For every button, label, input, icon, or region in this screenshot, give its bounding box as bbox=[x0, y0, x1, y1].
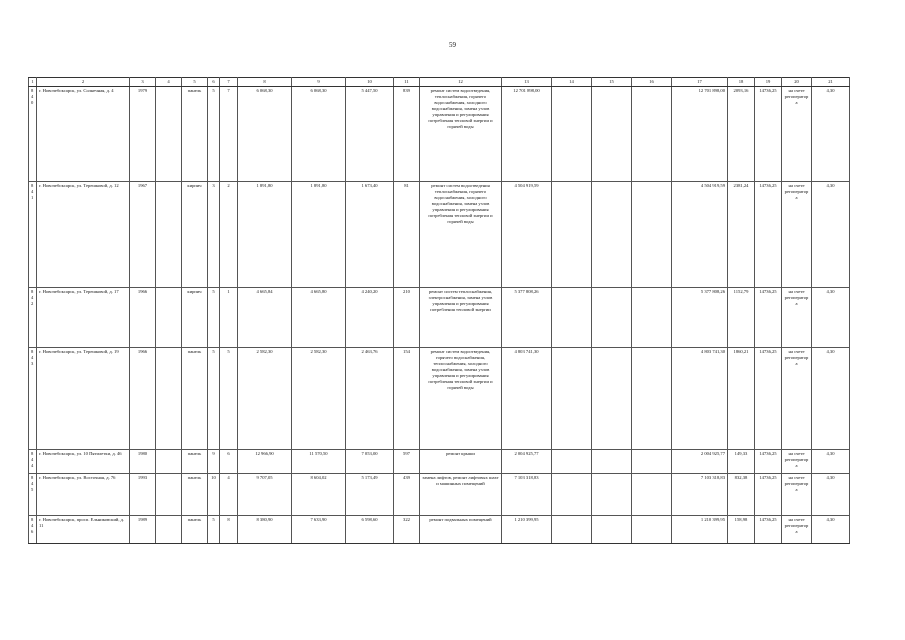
empty-cell bbox=[592, 348, 632, 450]
residential-area-cell: 5 173,49 bbox=[346, 474, 394, 516]
row-number: 846 bbox=[29, 516, 37, 544]
column-number-cell: 1 bbox=[29, 78, 37, 87]
empty-cell bbox=[592, 474, 632, 516]
empty-cell bbox=[156, 87, 182, 182]
owners-funds-cell: 5 377 808,26 bbox=[672, 288, 728, 348]
residents-cell: 597 bbox=[394, 450, 420, 474]
unit-cost-cell: 2093,16 bbox=[728, 87, 755, 182]
empty-cell bbox=[632, 516, 672, 544]
row-number: 841 bbox=[29, 182, 37, 288]
floors-cell: 3 bbox=[208, 182, 220, 288]
premises-area-cell: 8 604,02 bbox=[292, 474, 346, 516]
total-cost-cell: 5 377 808,26 bbox=[502, 288, 552, 348]
year-cell: 1966 bbox=[130, 288, 156, 348]
row-number: 842 bbox=[29, 288, 37, 348]
column-number-cell: 11 bbox=[394, 78, 420, 87]
table-row bbox=[29, 450, 850, 474]
empty-cell bbox=[632, 182, 672, 288]
fund-method-cell: на счете регоператора bbox=[782, 87, 812, 182]
entrances-cell: 1 bbox=[220, 288, 238, 348]
column-number-cell: 9 bbox=[292, 78, 346, 87]
floors-cell: 5 bbox=[208, 288, 220, 348]
wall-material-cell: кирпич bbox=[182, 288, 208, 348]
residential-area-cell: 4 240,20 bbox=[346, 288, 394, 348]
residents-cell: 81 bbox=[394, 182, 420, 288]
wall-material-cell: панель bbox=[182, 450, 208, 474]
limit-cost-cell: 14736,25 bbox=[755, 288, 782, 348]
deadline-cell: 4,30 bbox=[812, 450, 850, 474]
residents-cell: 839 bbox=[394, 87, 420, 182]
address-cell: г. Новочебоксарск, ул. Солнечная, д. 4 bbox=[37, 87, 130, 182]
floors-cell: 5 bbox=[208, 348, 220, 450]
premises-area-cell: 6 068,30 bbox=[292, 87, 346, 182]
page-number: 59 bbox=[449, 41, 456, 49]
empty-cell bbox=[552, 87, 592, 182]
empty-cell bbox=[632, 450, 672, 474]
column-number-cell: 20 bbox=[782, 78, 812, 87]
total-cost-cell: 4 803 741,30 bbox=[502, 348, 552, 450]
column-number-cell: 8 bbox=[238, 78, 292, 87]
unit-cost-cell: 158,98 bbox=[728, 516, 755, 544]
total-cost-cell: 12 701 898,00 bbox=[502, 87, 552, 182]
row-number: 840 bbox=[29, 87, 37, 182]
works-description-cell: ремонт подвальных помещений bbox=[420, 516, 502, 544]
entrances-cell: 5 bbox=[220, 348, 238, 450]
deadline-cell: 4,30 bbox=[812, 288, 850, 348]
column-number-cell: 5 bbox=[182, 78, 208, 87]
residents-cell: 439 bbox=[394, 474, 420, 516]
unit-cost-cell: 832,38 bbox=[728, 474, 755, 516]
empty-cell bbox=[156, 182, 182, 288]
wall-material-cell: панель bbox=[182, 516, 208, 544]
column-number-cell: 16 bbox=[632, 78, 672, 87]
address-cell: г. Новочебоксарск, ул. Терешковой, д. 12 bbox=[37, 182, 130, 288]
empty-cell bbox=[552, 348, 592, 450]
empty-cell bbox=[156, 516, 182, 544]
address-cell: г. Новочебоксарск, ул. Терешковой, д. 19 bbox=[37, 348, 130, 450]
deadline-cell: 4,30 bbox=[812, 516, 850, 544]
entrances-cell: 7 bbox=[220, 87, 238, 182]
floors-cell: 9 bbox=[208, 450, 220, 474]
year-cell: 1966 bbox=[130, 348, 156, 450]
works-description-cell: ремонт крыши bbox=[420, 450, 502, 474]
residential-area-cell: 5 447,50 bbox=[346, 87, 394, 182]
column-number-cell: 13 bbox=[502, 78, 552, 87]
total-area-cell: 9 707,05 bbox=[238, 474, 292, 516]
empty-cell bbox=[632, 474, 672, 516]
row-number: 845 bbox=[29, 474, 37, 516]
wall-material-cell: кирпич bbox=[182, 182, 208, 288]
works-description-cell: ремонт систем водоотведения, теплоснабжения, горячего водоснабжения, холодного водоснабжения, замена узлов управления и регулирования потребления тепловой энергии и горячей воды bbox=[420, 87, 502, 182]
empty-cell bbox=[632, 87, 672, 182]
works-description-cell: ремонт систем водоотведения, горячего водоснабжения, теплоснабжения, холодного водоснабжения, замена узлов управления и регулирования потребления тепловой энергии и горячей воды bbox=[420, 348, 502, 450]
empty-cell bbox=[592, 516, 632, 544]
column-number-cell: 15 bbox=[592, 78, 632, 87]
limit-cost-cell: 14736,25 bbox=[755, 87, 782, 182]
total-area-cell: 6 068,30 bbox=[238, 87, 292, 182]
empty-cell bbox=[592, 450, 632, 474]
table-row bbox=[29, 474, 850, 516]
empty-cell bbox=[552, 516, 592, 544]
unit-cost-cell: 149,33 bbox=[728, 450, 755, 474]
empty-cell bbox=[552, 450, 592, 474]
table-row bbox=[29, 516, 850, 544]
empty-cell bbox=[552, 474, 592, 516]
wall-material-cell: панель bbox=[182, 474, 208, 516]
empty-cell bbox=[632, 288, 672, 348]
deadline-cell: 4,30 bbox=[812, 348, 850, 450]
wall-material-cell: панель bbox=[182, 348, 208, 450]
premises-area-cell: 7 633,90 bbox=[292, 516, 346, 544]
fund-method-cell: на счете регоператора bbox=[782, 474, 812, 516]
fund-method-cell: на счете регоператора bbox=[782, 450, 812, 474]
row-number: 844 bbox=[29, 450, 37, 474]
column-number-cell: 4 bbox=[156, 78, 182, 87]
column-number-cell: 12 bbox=[420, 78, 502, 87]
table-row bbox=[29, 87, 850, 182]
repair-register-table bbox=[28, 77, 850, 544]
empty-cell bbox=[632, 348, 672, 450]
residential-area-cell: 7 053,00 bbox=[346, 450, 394, 474]
column-number-cell: 3 bbox=[130, 78, 156, 87]
deadline-cell: 4,30 bbox=[812, 87, 850, 182]
fund-method-cell: на счете регоператора bbox=[782, 182, 812, 288]
total-area-cell: 4 665,84 bbox=[238, 288, 292, 348]
residents-cell: 210 bbox=[394, 288, 420, 348]
fund-method-cell: на счете регоператора bbox=[782, 348, 812, 450]
address-cell: г. Новочебоксарск, просп. Ельниковский, д. 11 bbox=[37, 516, 130, 544]
empty-cell bbox=[552, 288, 592, 348]
total-area-cell: 12 966,90 bbox=[238, 450, 292, 474]
deadline-cell: 4,30 bbox=[812, 474, 850, 516]
entrances-cell: 8 bbox=[220, 516, 238, 544]
total-cost-cell: 4 504 919,59 bbox=[502, 182, 552, 288]
row-number: 843 bbox=[29, 348, 37, 450]
empty-cell bbox=[592, 87, 632, 182]
premises-area-cell: 4 665,80 bbox=[292, 288, 346, 348]
residents-cell: 322 bbox=[394, 516, 420, 544]
owners-funds-cell: 4 504 919,59 bbox=[672, 182, 728, 288]
table-row bbox=[29, 182, 850, 288]
premises-area-cell: 11 570,50 bbox=[292, 450, 346, 474]
floors-cell: 5 bbox=[208, 87, 220, 182]
year-cell: 1967 bbox=[130, 182, 156, 288]
entrances-cell: 4 bbox=[220, 474, 238, 516]
total-area-cell: 2 582,30 bbox=[238, 348, 292, 450]
total-cost-cell: 2 004 925,77 bbox=[502, 450, 552, 474]
column-number-cell: 17 bbox=[672, 78, 728, 87]
address-cell: г. Новочебоксарск, ул. 10 Пятилетки, д. 46 bbox=[37, 450, 130, 474]
empty-cell bbox=[592, 288, 632, 348]
total-area-cell: 8 380,90 bbox=[238, 516, 292, 544]
residential-area-cell: 2 463,76 bbox=[346, 348, 394, 450]
limit-cost-cell: 14736,25 bbox=[755, 182, 782, 288]
empty-cell bbox=[156, 474, 182, 516]
limit-cost-cell: 14736,25 bbox=[755, 516, 782, 544]
unit-cost-cell: 1860,21 bbox=[728, 348, 755, 450]
premises-area-cell: 2 582,30 bbox=[292, 348, 346, 450]
column-number-cell: 2 bbox=[37, 78, 130, 87]
owners-funds-cell: 4 803 741,30 bbox=[672, 348, 728, 450]
column-number-cell: 7 bbox=[220, 78, 238, 87]
empty-cell bbox=[156, 288, 182, 348]
works-description-cell: ремонт систем водоотведения теплоснабжения, горячего водоснабжения, холодного водоснабжения, замена узлов управления и регулирования потребления тепловой энергии и горячей воды bbox=[420, 182, 502, 288]
owners-funds-cell: 2 004 925,77 bbox=[672, 450, 728, 474]
column-number-cell: 21 bbox=[812, 78, 850, 87]
residential-area-cell: 6 598,60 bbox=[346, 516, 394, 544]
entrances-cell: 2 bbox=[220, 182, 238, 288]
year-cell: 1993 bbox=[130, 474, 156, 516]
limit-cost-cell: 14736,25 bbox=[755, 450, 782, 474]
column-number-cell: 6 bbox=[208, 78, 220, 87]
unit-cost-cell: 1152,79 bbox=[728, 288, 755, 348]
premises-area-cell: 1 891,80 bbox=[292, 182, 346, 288]
owners-funds-cell: 1 210 399,95 bbox=[672, 516, 728, 544]
column-number-cell: 10 bbox=[346, 78, 394, 87]
limit-cost-cell: 14736,25 bbox=[755, 474, 782, 516]
floors-cell: 5 bbox=[208, 516, 220, 544]
table-row bbox=[29, 288, 850, 348]
total-area-cell: 1 891,80 bbox=[238, 182, 292, 288]
column-number-row bbox=[29, 78, 850, 87]
floors-cell: 10 bbox=[208, 474, 220, 516]
empty-cell bbox=[156, 348, 182, 450]
empty-cell bbox=[156, 450, 182, 474]
owners-funds-cell: 7 103 318,83 bbox=[672, 474, 728, 516]
residents-cell: 154 bbox=[394, 348, 420, 450]
address-cell: г. Новочебоксарск, ул. Терешковой, д. 17 bbox=[37, 288, 130, 348]
total-cost-cell: 1 210 399,95 bbox=[502, 516, 552, 544]
empty-cell bbox=[552, 182, 592, 288]
year-cell: 1989 bbox=[130, 516, 156, 544]
year-cell: 1980 bbox=[130, 450, 156, 474]
residential-area-cell: 1 673,40 bbox=[346, 182, 394, 288]
deadline-cell: 4,30 bbox=[812, 182, 850, 288]
fund-method-cell: на счете регоператора bbox=[782, 288, 812, 348]
column-number-cell: 18 bbox=[728, 78, 755, 87]
empty-cell bbox=[592, 182, 632, 288]
fund-method-cell: на счете регоператора bbox=[782, 516, 812, 544]
address-cell: г. Новочебоксарск, ул. Восточная, д. 76 bbox=[37, 474, 130, 516]
column-number-cell: 19 bbox=[755, 78, 782, 87]
works-description-cell: замена лифтов, ремонт лифтовых шахт и машинных помещений bbox=[420, 474, 502, 516]
total-cost-cell: 7 103 318,83 bbox=[502, 474, 552, 516]
works-description-cell: ремонт систем теплоснабжения, электроснабжения, замена узлов управления и регулирования потребления тепловой энергии bbox=[420, 288, 502, 348]
unit-cost-cell: 2381,24 bbox=[728, 182, 755, 288]
table-row bbox=[29, 348, 850, 450]
owners-funds-cell: 12 701 898,00 bbox=[672, 87, 728, 182]
entrances-cell: 6 bbox=[220, 450, 238, 474]
limit-cost-cell: 14736,25 bbox=[755, 348, 782, 450]
column-number-cell: 14 bbox=[552, 78, 592, 87]
year-cell: 1979 bbox=[130, 87, 156, 182]
wall-material-cell: панель bbox=[182, 87, 208, 182]
